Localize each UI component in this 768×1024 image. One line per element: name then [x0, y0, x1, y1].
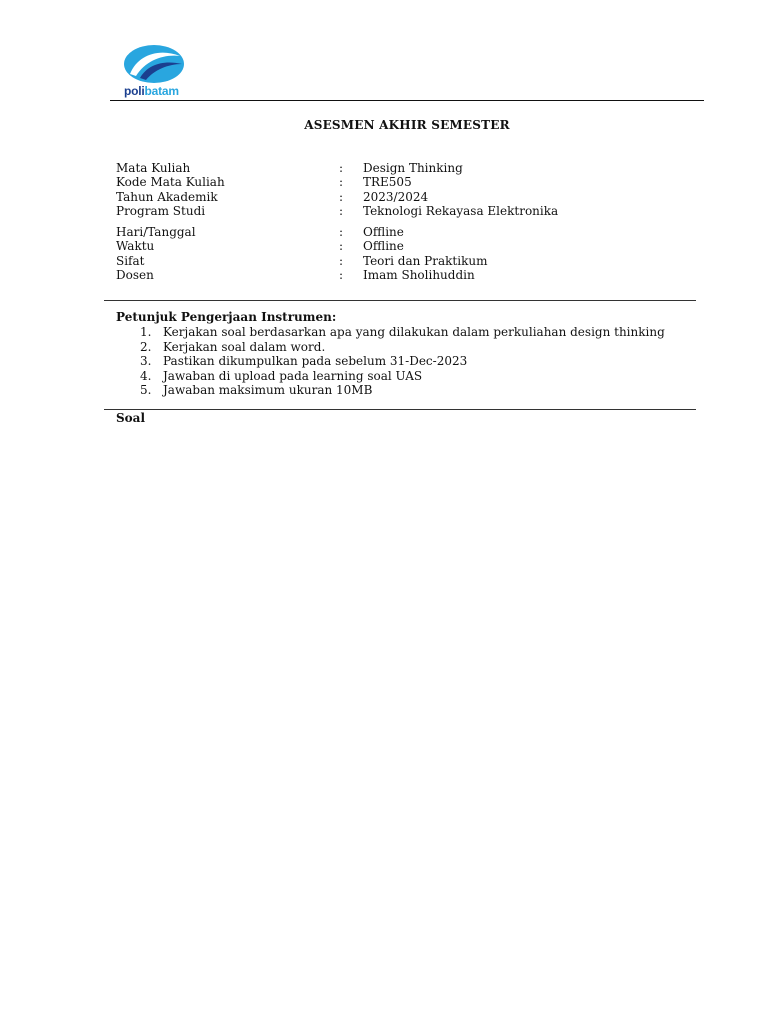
- info-colon: :: [339, 268, 344, 283]
- info-label: Dosen: [116, 268, 154, 283]
- instruction-text: Kerjakan soal berdasarkan apa yang dilakukan dalam perkuliahan design thinking: [163, 325, 665, 339]
- info-label: Kode Mata Kuliah: [116, 175, 225, 190]
- instruction-text: Kerjakan soal dalam word.: [163, 339, 326, 354]
- polibatam-emblem-icon: [118, 44, 190, 86]
- info-label: Program Studi: [116, 204, 206, 219]
- info-value: Teori dan Praktikum: [363, 253, 488, 268]
- info-value: 2023/2024: [363, 189, 429, 204]
- instruction-number: 5.: [140, 383, 152, 397]
- info-value: Offline: [363, 225, 404, 240]
- instruction-number: 4.: [140, 368, 152, 383]
- info-colon: :: [339, 253, 344, 268]
- instruction-text: Jawaban di upload pada learning soal UAS: [163, 368, 423, 383]
- instruction-item: [116, 369, 665, 384]
- info-colon: :: [339, 204, 344, 219]
- instruction-item: [116, 340, 665, 355]
- info-label: Hari/Tanggal: [116, 225, 196, 240]
- document-title: ASESMEN AKHIR SEMESTER: [304, 118, 510, 132]
- logo-word-batam: batam: [144, 84, 179, 98]
- info-label: Tahun Akademik: [116, 189, 218, 204]
- info-label: Sifat: [116, 253, 145, 268]
- info-colon: :: [339, 175, 344, 190]
- instruction-text: Pastikan dikumpulkan pada sebelum 31-Dec-2023: [163, 354, 468, 368]
- logo-word-poli: poli: [124, 84, 145, 98]
- instruction-number: 2.: [140, 339, 152, 354]
- info-label: Waktu: [116, 239, 155, 254]
- divider-soal: [104, 409, 696, 410]
- soal-heading: Soal: [116, 411, 146, 425]
- instructions-list: [116, 325, 665, 398]
- header-rule: [110, 100, 704, 101]
- info-value: Design Thinking: [363, 161, 463, 175]
- instruction-number: 3.: [140, 354, 152, 368]
- instruction-number: 1.: [140, 325, 152, 339]
- info-value: TRE505: [363, 175, 412, 190]
- info-colon: :: [339, 161, 344, 175]
- instructions-heading: Petunjuk Pengerjaan Instrumen:: [116, 310, 337, 324]
- logo-wordmark: [124, 84, 179, 98]
- info-colon: :: [339, 239, 344, 254]
- info-colon: :: [339, 225, 344, 240]
- info-colon: :: [339, 189, 344, 204]
- divider-instructions: [104, 300, 696, 301]
- instruction-item: [116, 383, 665, 398]
- polibatam-logo: [118, 44, 198, 102]
- instruction-text: Jawaban maksimum ukuran 10MB: [163, 383, 373, 397]
- info-value: Imam Sholihuddin: [363, 268, 475, 283]
- instruction-item: [116, 354, 665, 369]
- instruction-item: [116, 325, 665, 340]
- info-value: Teknologi Rekayasa Elektronika: [363, 204, 559, 219]
- info-label: Mata Kuliah: [116, 161, 191, 175]
- info-value: Offline: [363, 239, 404, 254]
